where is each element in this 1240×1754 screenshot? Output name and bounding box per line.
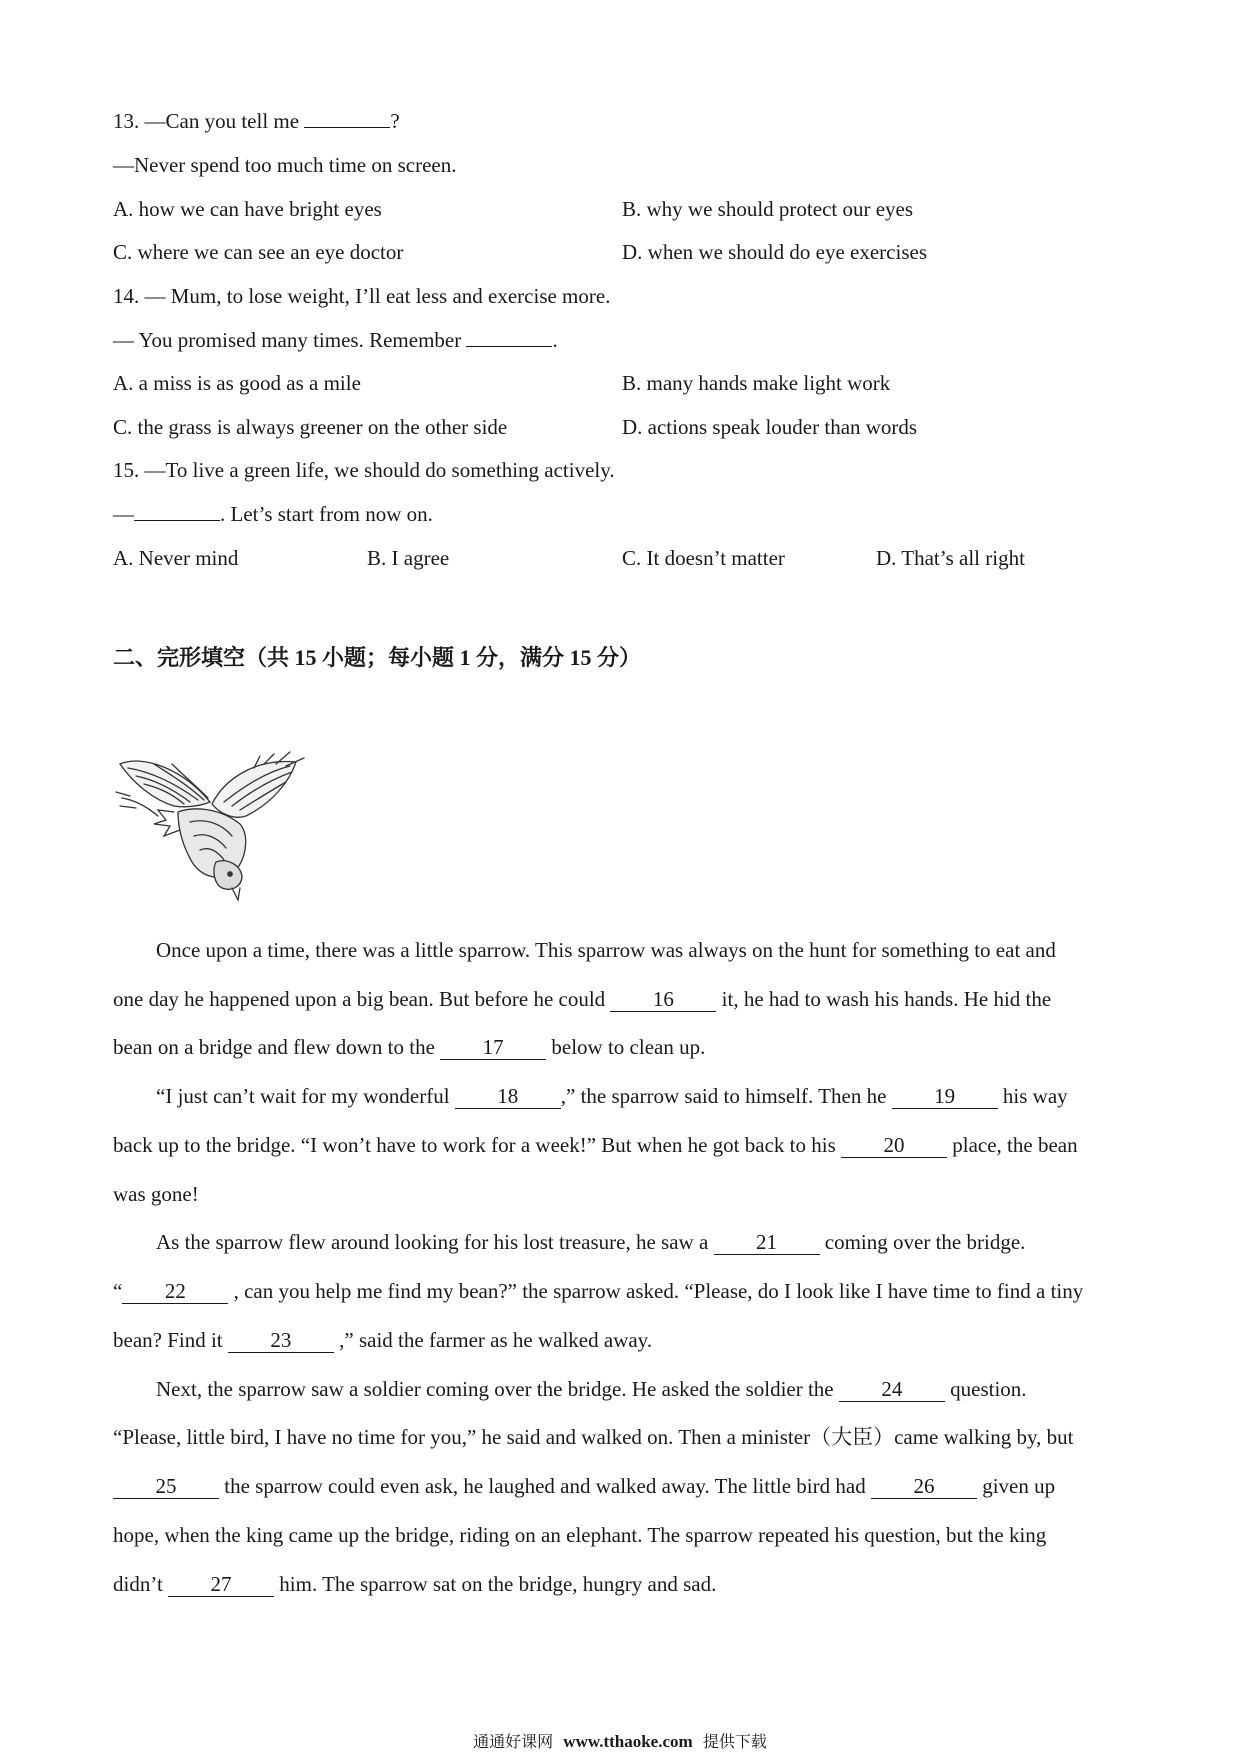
cloze-blank-21: 21 xyxy=(714,1230,820,1255)
q14-blank xyxy=(466,326,552,347)
q14-option-a: A. a miss is as good as a mile xyxy=(113,371,361,395)
q14-option-b: B. many hands make light work xyxy=(622,371,891,395)
passage-line-5: back up to the bridge. “I won’t have to work for a week!” But when he got back to his 20 place, the bean xyxy=(113,1133,1078,1157)
q14-question: 14. — Mum, to lose weight, I’ll eat less and exercise more. xyxy=(113,284,611,308)
passage-line-4: “I just can’t wait for my wonderful 18 ,” the sparrow said to himself. Then he 19 his way xyxy=(156,1084,1068,1108)
passage-line-8: “ 22 , can you help me find my bean?” the sparrow asked. “Please, do I look like I have time to find a tiny xyxy=(113,1279,1084,1303)
q13-blank xyxy=(304,107,390,128)
q13-option-a: A. how we can have bright eyes xyxy=(113,197,382,221)
q15-question: 15. —To live a green life, we should do something actively. xyxy=(113,458,615,482)
section-title: 二、完形填空（共 15 小题；每小题 1 分，满分 15 分） xyxy=(113,645,642,670)
cloze-blank-19: 19 xyxy=(892,1084,998,1109)
q15-option-d: D. That’s all right xyxy=(876,546,1025,570)
q14-reply: — You promised many times. Remember . xyxy=(113,328,558,352)
passage-line-13: hope, when the king came up the bridge, riding on an elephant. The sparrow repeated his question, but the king xyxy=(113,1523,1047,1547)
q15-option-a: A. Never mind xyxy=(113,546,239,570)
passage-line-14: didn’t 27 him. The sparrow sat on the bridge, hungry and sad. xyxy=(113,1572,717,1596)
passage-line-1: Once upon a time, there was a little sparrow. This sparrow was always on the hunt for something to eat and xyxy=(156,938,1056,962)
footer-site-url[interactable]: www.tthaoke.com xyxy=(563,1732,693,1751)
q14-option-d: D. actions speak louder than words xyxy=(622,415,918,439)
passage-line-3: bean on a bridge and flew down to the 17 below to clean up. xyxy=(113,1035,706,1059)
passage-line-2: one day he happened upon a big bean. But before he could 16 it, he had to wash his hands. He hid the xyxy=(113,987,1052,1011)
q13-question: 13. —Can you tell me ? xyxy=(113,109,400,133)
cloze-blank-22: 22 xyxy=(122,1279,228,1304)
q13-reply: —Never spend too much time on screen. xyxy=(113,153,457,177)
q15-option-b: B. I agree xyxy=(367,546,450,570)
q15-blank xyxy=(134,500,220,521)
page-footer xyxy=(0,1729,1240,1752)
q13-option-c: C. where we can see an eye doctor xyxy=(113,240,404,264)
cloze-blank-23: 23 xyxy=(228,1328,334,1353)
passage-line-9: bean? Find it 23 ,” said the farmer as he walked away. xyxy=(113,1328,653,1352)
footer-download: 提供下载 xyxy=(702,1732,767,1751)
cloze-blank-25: 25 xyxy=(113,1474,219,1499)
q15-reply: — . Let’s start from now on. xyxy=(113,502,433,526)
footer-site-name: 通通好课网 xyxy=(473,1732,554,1751)
sparrow-illustration xyxy=(114,750,308,902)
cloze-blank-17: 17 xyxy=(440,1035,546,1060)
q15-option-c: C. It doesn’t matter xyxy=(622,546,785,570)
cloze-blank-16: 16 xyxy=(610,987,716,1012)
passage-line-6: was gone! xyxy=(113,1182,199,1206)
cloze-blank-20: 20 xyxy=(841,1133,947,1158)
cloze-blank-27: 27 xyxy=(168,1572,274,1597)
cloze-blank-26: 26 xyxy=(871,1474,977,1499)
passage-line-10: Next, the sparrow saw a soldier coming over the bridge. He asked the soldier the 24 question. xyxy=(156,1377,1027,1401)
cloze-blank-24: 24 xyxy=(839,1377,945,1402)
q13-option-b: B. why we should protect our eyes xyxy=(622,197,914,221)
passage-line-11: “Please, little bird, I have no time for you,” he said and walked on. Then a minister（大臣）came walking by, but xyxy=(113,1425,1074,1449)
cloze-blank-18: 18 xyxy=(455,1084,561,1109)
q13-option-d: D. when we should do eye exercises xyxy=(622,240,927,264)
passage-line-12: 25 the sparrow could even ask, he laughed and walked away. The little bird had 26 given up xyxy=(113,1472,1055,1500)
q14-option-c: C. the grass is always greener on the other side xyxy=(113,415,508,439)
passage-line-7: As the sparrow flew around looking for his lost treasure, he saw a 21 coming over the bridge. xyxy=(156,1230,1026,1254)
